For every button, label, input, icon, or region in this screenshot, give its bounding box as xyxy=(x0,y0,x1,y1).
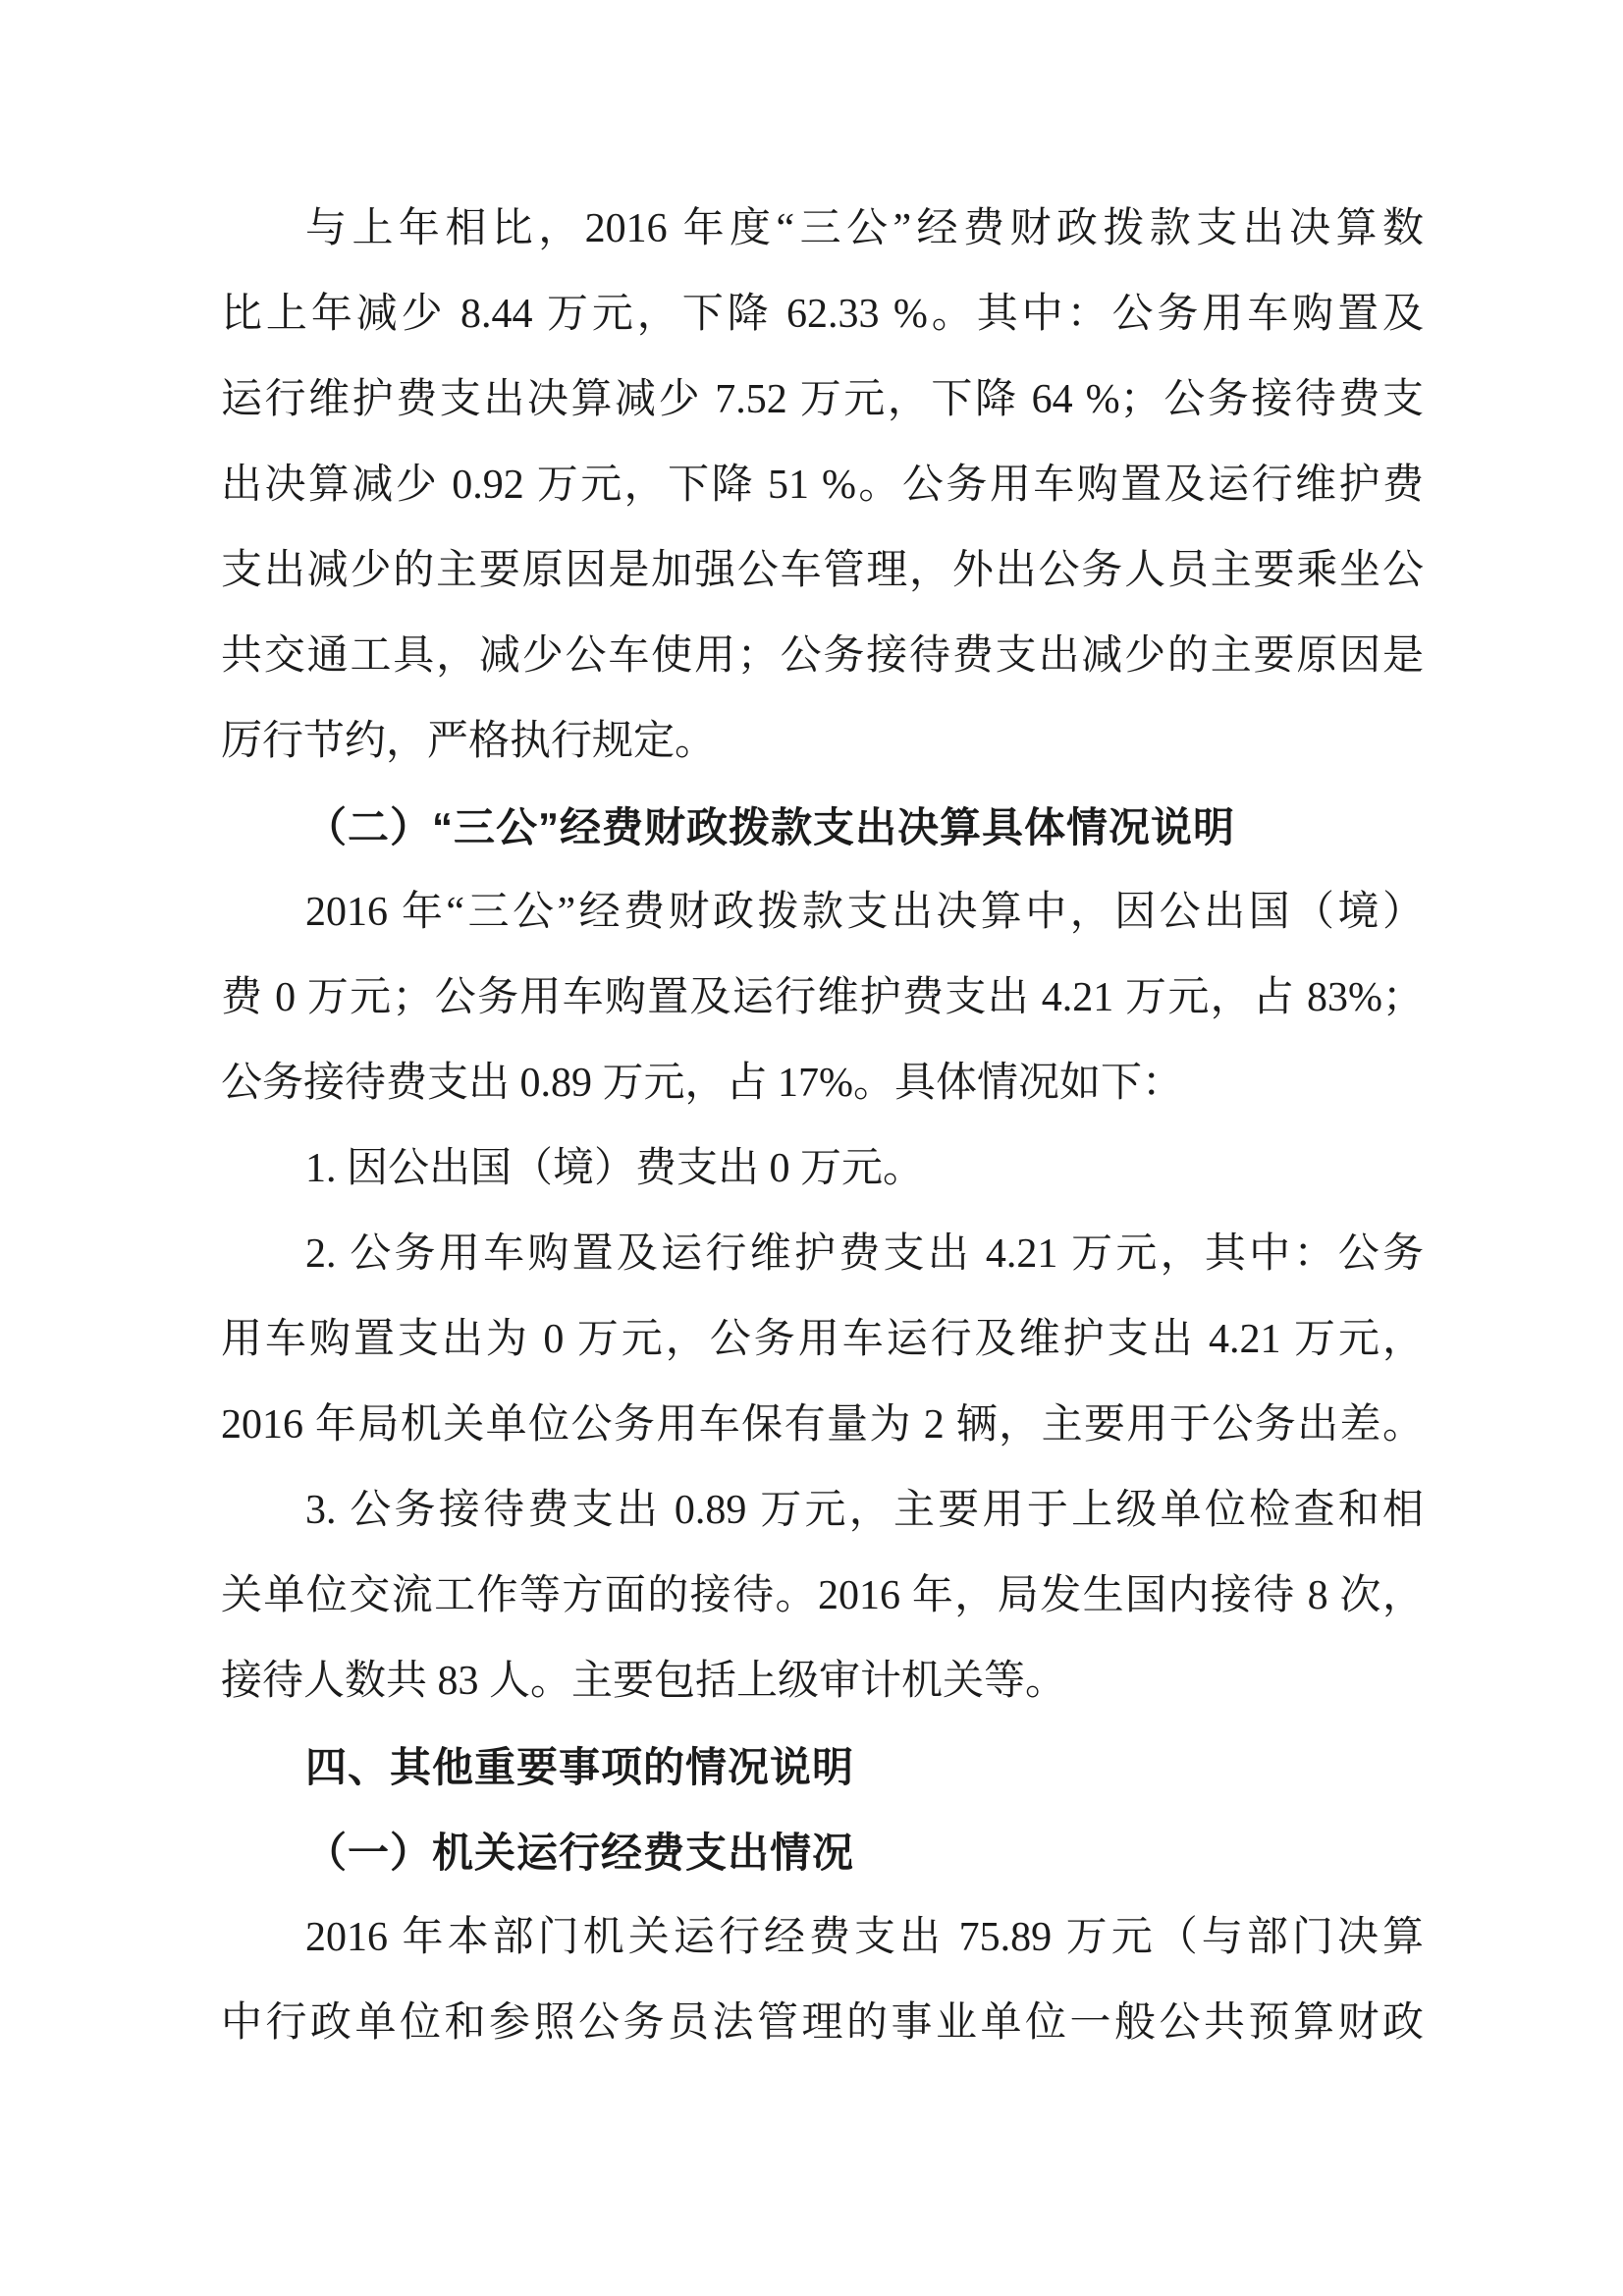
document-line: 1. 因公出国（境）费支出 0 万元。 xyxy=(305,1146,925,1191)
document-line: 共交通工具，减少公车使用；公务接待费支出减少的主要原因是 xyxy=(221,633,1424,679)
document-line: 2016 年本部门机关运行经费支出 75.89 万元（与部门决算 xyxy=(305,1915,1424,1960)
document-line: 中行政单位和参照公务员法管理的事业单位一般公共预算财政 xyxy=(221,2000,1424,2046)
document-line: 接待人数共 83 人。主要包括上级审计机关等。 xyxy=(221,1659,1067,1704)
document-line: 出决算减少 0.92 万元，下降 51 %。公务用车购置及运行维护费 xyxy=(221,463,1424,508)
document-line: 公务接待费支出 0.89 万元，占 17%。具体情况如下： xyxy=(221,1061,1183,1106)
document-line: 运行维护费支出决算减少 7.52 万元，下降 64 %；公务接待费支 xyxy=(221,377,1424,422)
document-line: 关单位交流工作等方面的接待。2016 年，局发生国内接待 8 次， xyxy=(221,1573,1424,1618)
document-line: 2016 年“三公”经费财政拨款支出决算中，因公出国（境） xyxy=(305,890,1424,935)
document-line: 3. 公务接待费支出 0.89 万元，主要用于上级单位检查和相 xyxy=(305,1488,1424,1533)
document-line: 与上年相比，2016 年度“三公”经费财政拨款支出决算数 xyxy=(305,206,1424,251)
document-line: 厉行节约，严格执行规定。 xyxy=(221,719,717,764)
document-line: 用车购置支出为 0 万元，公务用车运行及维护支出 4.21 万元， xyxy=(221,1317,1424,1362)
heading-line: （二）“三公”经费财政拨款支出决算具体情况说明 xyxy=(305,804,1236,850)
document-line: 比上年减少 8.44 万元，下降 62.33 %。其中：公务用车购置及 xyxy=(221,292,1424,337)
document-body xyxy=(221,187,1424,2066)
heading-line: 四、其他重要事项的情况说明 xyxy=(305,1744,855,1790)
document-line: 支出减少的主要原因是加强公车管理，外出公务人员主要乘坐公 xyxy=(221,548,1424,593)
document-line: 2016 年局机关单位公务用车保有量为 2 辆，主要用于公务出差。 xyxy=(221,1402,1424,1448)
document-line: 费 0 万元；公务用车购置及运行维护费支出 4.21 万元，占 83%； xyxy=(221,975,1424,1020)
heading-line: （一）机关运行经费支出情况 xyxy=(305,1830,855,1876)
document-line: 2. 公务用车购置及运行维护费支出 4.21 万元，其中：公务 xyxy=(305,1231,1424,1277)
